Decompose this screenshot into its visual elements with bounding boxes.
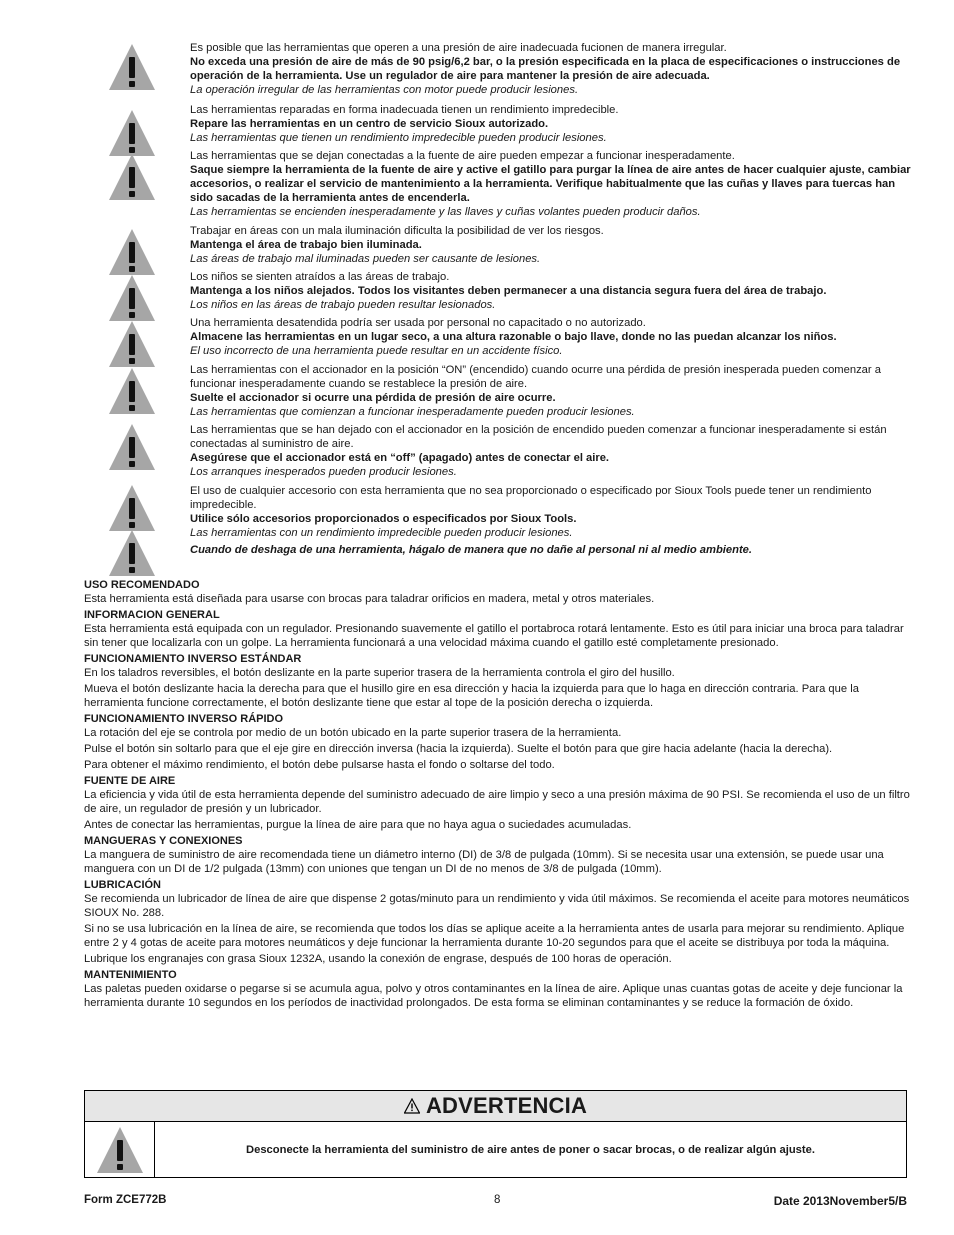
revision-date xyxy=(774,1194,907,1208)
warning-instruction: No exceda una presión de aire de más de 90 psig/6,2 bar, o la presión especificada en la placa de especificaciones o instrucciones de operación de la herramienta. Use un regulador de aire para mantener la presión de aire adecuada. xyxy=(190,56,901,82)
warning-consequence: Las herramientas se encienden inesperadamente y las llaves y cuñas volantes pueden producir daños. xyxy=(190,206,701,218)
section-heading: FUNCIONAMIENTO INVERSO ESTÁNDAR xyxy=(84,653,302,665)
warning-triangle-icon xyxy=(108,423,156,471)
warning-instruction: Mantenga el área de trabajo bien iluminada. xyxy=(190,239,422,251)
warning-triangle-icon xyxy=(108,320,156,368)
warning-triangle-icon xyxy=(108,153,156,201)
section-paragraph: En los taladros reversibles, el botón deslizante en la parte superior trasera de la herramienta controla el giro del husillo. xyxy=(84,667,675,679)
warning-consequence: Las áreas de trabajo mal iluminadas pueden ser causante de lesiones. xyxy=(190,253,541,265)
section-paragraph: Esta herramienta está equipada con un regulador. Presionando suavemente el gatillo el portabroca rotará lentamente. Esto es útil para iniciar una broca para taladrar sin tener que localizarla con un golpe. La herramienta funcionará a una velocidad máxima cuando el gatillo esté completamente presionado. xyxy=(84,623,904,649)
warning-triangle-icon xyxy=(108,274,156,322)
warning-instruction: Saque siempre la herramienta de la fuente de aire y active el gatillo para purgar la línea de aire antes de hacer cualquier ajuste, cambiar accesorios, o realizar el servicio de mantenimiento a la herramienta. Verifique habitualmente que las cuñas y llaves para tuercas han sido sacadas de la herramienta antes de encenderla. xyxy=(190,164,911,204)
warning-instruction: Utilice sólo accesorios proporcionados o especificados por Sioux Tools. xyxy=(190,513,577,525)
advertencia-box xyxy=(84,1090,907,1178)
warning-consequence: La operación irregular de las herramientas con motor puede producir lesiones. xyxy=(190,84,579,96)
warning-consequence: Las herramientas con un rendimiento impredecible pueden producir lesiones. xyxy=(190,527,573,539)
section-heading: FUENTE DE AIRE xyxy=(84,775,176,787)
section-heading: FUNCIONAMIENTO INVERSO RÁPIDO xyxy=(84,713,284,725)
section-paragraph: Para obtener el máximo rendimiento, el botón debe pulsarse hasta el fondo o soltarse del todo. xyxy=(84,759,555,771)
section-paragraph: Si no se usa lubricación en la línea de aire, se recomienda que todos los días se aplique aceite a la herramienta antes de usarla para mejorar su rendimiento. Aplique entre 2 y 4 gotas de aceite para motores neumáticos y deje funcionar la herramienta durante 10-20 segundos para que el aceite se distribuya por toda la máquina. xyxy=(84,923,905,949)
warning-instruction: Mantenga a los niños alejados. Todos los visitantes deben permanecer a una distancia segura fuera del área de trabajo. xyxy=(190,285,827,297)
advertencia-message: Desconecte la herramienta del suministro de aire antes de poner o sacar brocas, o de realizar algún ajuste. xyxy=(246,1144,815,1156)
warning-consequence: Las herramientas que comienzan a funcionar inesperadamente pueden producir lesiones. xyxy=(190,406,635,418)
warning-triangle-icon xyxy=(108,109,156,157)
disposal-note: Cuando de deshaga de una herramienta, hágalo de manera que no dañe al personal ni al medio ambiente. xyxy=(190,544,752,556)
warning-hazard: Las herramientas que se dejan conectadas a la fuente de aire pueden empezar a funcionar inesperadamente. xyxy=(190,150,735,162)
warning-instruction: Suelte el accionador si ocurre una pérdida de presión de aire ocurre. xyxy=(190,392,556,404)
section-heading: USO RECOMENDADO xyxy=(84,579,200,591)
warning-triangle-icon xyxy=(96,1126,144,1174)
section-heading: LUBRICACIÓN xyxy=(84,879,161,891)
warning-triangle-icon xyxy=(108,43,156,91)
section-paragraph: Mueva el botón deslizante hacia la derecha para que el husillo gire en esa dirección y hacia la izquierda para que lo haga en dirección contraria. Para que la herramienta funcione correctamente, el botón deslizante tiene que estar al tope de la posición derecha o izquierda. xyxy=(84,683,859,709)
form-number: Form ZCE772B xyxy=(84,1194,167,1206)
warning-instruction: Almacene las herramientas en un lugar seco, a una altura razonable o bajo llave, donde no las puedan alcanzar los niños. xyxy=(190,331,837,343)
section-paragraph: La manguera de suministro de aire recomendada tiene un diámetro interno (DI) de 3/8 de pulgada (10mm). Si se necesita usar una extensión, se puede usar una manguera con un DI de 1/2 pulgada (13mm) con uniones que tengan un DI de no menos de 3/8 de pulgada (10mm). xyxy=(84,849,884,875)
section-paragraph: Esta herramienta está diseñada para usarse con brocas para taladrar orificios en madera, metal y otros materiales. xyxy=(84,593,655,605)
warning-hazard: Las herramientas que se han dejado con el accionador en la posición de encendido pueden comenzar a funcionar inesperadamente si están conectadas al suministro de aire. xyxy=(190,424,887,450)
section-heading: INFORMACION GENERAL xyxy=(84,609,220,621)
warning-hazard: Es posible que las herramientas que operen a una presión de aire inadecuada fucionen de manera irregular. xyxy=(190,42,727,54)
warning-outline-icon xyxy=(404,1098,420,1114)
section-paragraph: Las paletas pueden oxidarse o pegarse si se acumula agua, polvo y otros contaminantes en la línea de aire. Aplique unas cuantas gotas de aceite y deje funcionar la herramienta durante 10 segundos en los períodos de inactividad prolongados. De esta forma se eliminan contaminantes y se reduce la formación de óxido. xyxy=(84,983,903,1009)
warning-hazard: Trabajar en áreas con un mala iluminación dificulta la posibilidad de ver los riesgos. xyxy=(190,225,604,237)
warning-triangle-icon xyxy=(108,529,156,577)
warning-consequence: Las herramientas que tienen un rendimiento impredecible pueden producir lesiones. xyxy=(190,132,607,144)
warning-consequence: Los arranques inesperados pueden producir lesiones. xyxy=(190,466,457,478)
page-footer xyxy=(84,1194,907,1210)
section-paragraph: Se recomienda un lubricador de línea de aire que dispense 2 gotas/minuto para un rendimiento y vida útil máximos. Se recomienda el aceite para motores neumáticos SIOUX No. 288. xyxy=(84,893,910,919)
instruction-sections xyxy=(84,576,912,1012)
warning-instruction: Repare las herramientas en un centro de servicio Sioux autorizado. xyxy=(190,118,549,130)
warning-triangle-icon xyxy=(108,367,156,415)
warning-hazard: Una herramienta desatendida podría ser usada por personal no capacitado o no autorizado. xyxy=(190,317,646,329)
warning-hazard: Los niños se sienten atraídos a las áreas de trabajo. xyxy=(190,271,450,283)
section-paragraph: La rotación del eje se controla por medio de un botón ubicado en la parte superior trasera de la herramienta. xyxy=(84,727,622,739)
warning-hazard: Las herramientas reparadas en forma inadecuada tienen un rendimiento impredecible. xyxy=(190,104,619,116)
page-number: 8 xyxy=(494,1194,501,1206)
date-label: Date xyxy=(773,1194,800,1208)
section-paragraph: Lubrique los engranajes con grasa Sioux 1232A, usando la conexión de engrase, después de 100 horas de operación. xyxy=(84,953,672,965)
section-paragraph: Pulse el botón sin soltarlo para que el eje gire en dirección inversa (hacia la izquierda). Suelte el botón para que gire hacia adelante (hacia la derecha). xyxy=(84,743,833,755)
warning-instruction: Asegúrese que el accionador está en “off” (apagado) antes de conectar el aire. xyxy=(190,452,610,464)
section-paragraph: La eficiencia y vida útil de esta herramienta depende del suministro adecuado de aire limpio y seco a una presión máxima de 90 PSI. Se recomienda el uso de un filtro de aire, un regulador de presión y un lubricador. xyxy=(84,789,910,815)
section-paragraph: Antes de conectar las herramientas, purgue la línea de aire para que no haya agua o suciedades acumuladas. xyxy=(84,819,632,831)
warning-consequence: El uso incorrecto de una herramienta puede resultar en un accidente físico. xyxy=(190,345,563,357)
date-value: 2013November5/B xyxy=(802,1194,907,1208)
warning-consequence: Los niños en las áreas de trabajo pueden resultar lesionados. xyxy=(190,299,496,311)
warning-hazard: Las herramientas con el accionador en la posición “ON” (encendido) cuando ocurre una pérdida de presión inesperada pueden comenzar a funcionar inesperadamente cuando se restablece la presión de aire. xyxy=(190,364,881,390)
section-heading: MANTENIMIENTO xyxy=(84,969,177,981)
section-heading: MANGUERAS Y CONEXIONES xyxy=(84,835,243,847)
warning-triangle-icon xyxy=(108,484,156,532)
warning-triangle-icon xyxy=(108,228,156,276)
warning-hazard: El uso de cualquier accesorio con esta herramienta que no sea proporcionado o especificado por Sioux Tools puede tener un rendimiento impredecible. xyxy=(190,485,872,511)
advertencia-title: ADVERTENCIA xyxy=(425,1093,588,1118)
advertencia-header xyxy=(85,1091,906,1122)
